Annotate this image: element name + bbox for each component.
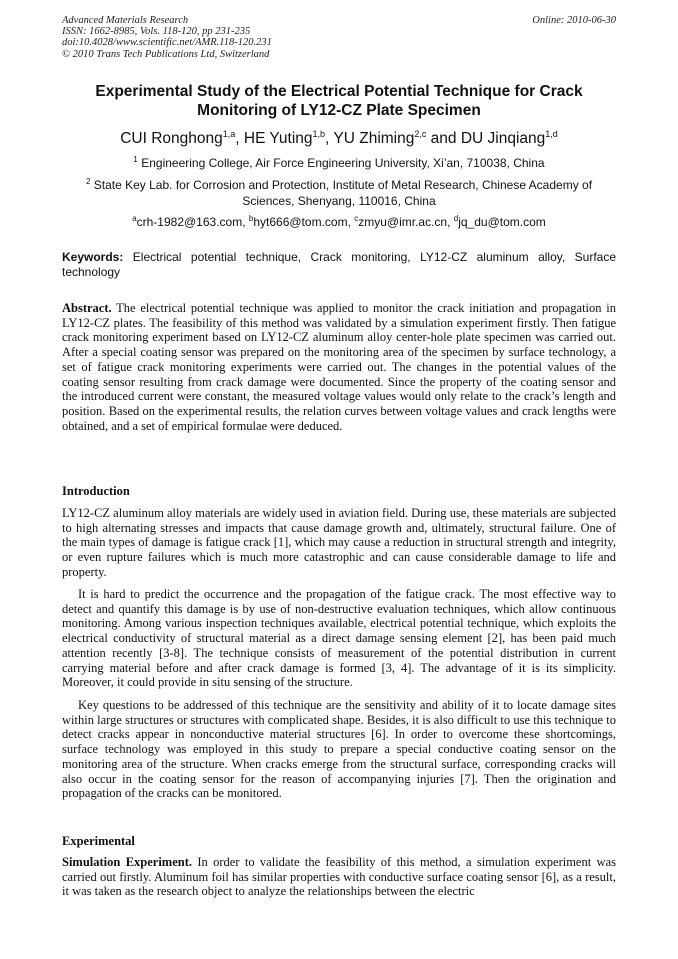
doi-line: doi:10.4028/www.scientific.net/AMR.118-120.231 xyxy=(62,37,272,49)
intro-paragraph-2: It is hard to predict the occurrence and the propagation of the fatigue crack. The most effective way to detect and quantify this damage is by use of non-destructive evaluation techniques, which allow continuous monitoring. Among various inspection techniques available, electrical potential technique, which exploits the electrical conductivity of structural material as a direct damage sensing element [2], has been paid much attention recently [3-8]. The technique consists of measurement of the potential distribution in current carrying material before and after crack damage is formed [3, 4]. The advantage of it is its simplicity. Moreover, it could provide in situ sensing of the structure. xyxy=(62,587,616,690)
keywords-label: Keywords: xyxy=(62,250,124,264)
email-address[interactable]: zmyu@imr.ac.cn xyxy=(358,215,448,229)
email-mark: d xyxy=(453,214,459,223)
email-separator: , xyxy=(447,215,454,229)
email-address[interactable]: jq_du@tom.com xyxy=(458,215,546,229)
affiliation-mark: 2 xyxy=(85,177,91,186)
subsection-label: Simulation Experiment. xyxy=(62,855,193,869)
author-name: HE Yuting xyxy=(243,130,313,147)
abstract-label: Abstract. xyxy=(62,301,112,315)
affiliation-1 xyxy=(62,156,616,172)
author-affiliation-mark: 2,c xyxy=(414,129,427,139)
copyright-line: © 2010 Trans Tech Publications Ltd, Switzerland xyxy=(62,48,270,60)
author-affiliation-mark: 1,d xyxy=(545,129,558,139)
author-affiliation-mark: 1,a xyxy=(222,129,236,139)
keywords-text: Electrical potential technique, Crack monitoring, LY12-CZ aluminum alloy, Surface technology xyxy=(62,250,616,279)
author-separator: , xyxy=(325,130,334,147)
author-name: YU Zhiming xyxy=(333,130,415,147)
author-separator: and xyxy=(426,130,461,147)
author-separator: , xyxy=(235,130,244,147)
issn-line: ISSN: 1662-8985, Vols. 118-120, pp 231-235 xyxy=(62,26,251,38)
online-date: Online: 2010-06-30 xyxy=(532,15,616,26)
email-mark: c xyxy=(354,214,359,223)
email-separator: , xyxy=(242,215,249,229)
journal-header xyxy=(62,15,616,60)
email-mark: b xyxy=(248,214,254,223)
section-heading-experimental: Experimental xyxy=(62,834,135,848)
journal-name: Advanced Materials Research xyxy=(62,15,189,26)
email-address[interactable]: crh-1982@163.com xyxy=(136,215,243,229)
email-list xyxy=(62,215,616,230)
intro-paragraph-1: LY12-CZ aluminum alloy materials are widely used in aviation field. During use, these materials are subjected to high alternating stresses and impacts that cause damage growth and, ultimately, structural failure. One of the main types of damage is fatigue crack [1], which may cause a reduction in structural strength and integrity, or even rupture failures which is much more catastrophic and can cause considerable damage to life and property. xyxy=(62,506,616,579)
author-name: DU Jinqiang xyxy=(460,130,546,147)
email-separator: , xyxy=(347,215,355,229)
affiliation-2 xyxy=(62,178,616,209)
intro-paragraph-3: Key questions to be addressed of this technique are the sensitivity and ability of it to locate damage sites within large structures or structures with complicated shape. Besides, it is also difficult to use this technique to detect cracks appear in nonconductive material structures [6]. In order to overcome these shortcomings, surface technology was employed in this study to prepare a special conductive coating sensor on the monitoring area of the structure. When cracks emerge from the structural surface, corresponding cracks will also occur in the coating sensor for the reason of accompanying injuries [7]. Then the origination and propagation of the cracks can be monitored. xyxy=(62,698,616,801)
experimental-paragraph xyxy=(62,855,616,899)
affiliation-text: Engineering College, Air Force Engineering University, Xi’an, 710038, China xyxy=(141,156,545,170)
author-affiliation-mark: 1,b xyxy=(312,129,326,139)
email-address[interactable]: hyt666@tom.com xyxy=(253,215,348,229)
abstract-paragraph xyxy=(62,301,616,433)
abstract-text: The electrical potential technique was applied to monitor the crack initiation and propagation in LY12-CZ plates. The feasibility of this method was validated by a simulation experiment firstly. Then fatigue crack monitoring experiment based on LY12-CZ aluminum alloy center-hole plate specimen was carried out. After a special coating sensor was prepared on the monitoring area of the specimen by surface technology, a set of fatigue crack monitoring experiments were carried out. The changes in the potential values of the coating sensor resulting from crack damage were documented. Since the property of the coating sensor and the introduced current were constant, the measured voltage values would only relate to the crack’s length and position. Based on the experimental results, the relation curves between voltage values and crack lengths were obtained, and a set of empirical formulae were deduced. xyxy=(62,301,616,433)
email-mark: a xyxy=(132,214,137,223)
affiliation-text: State Key Lab. for Corrosion and Protection, Institute of Metal Research, Chinese Academy of Sciences, Shenyang, 110016, China xyxy=(93,178,593,208)
affiliation-mark: 1 xyxy=(133,155,138,164)
paper-title: Experimental Study of the Electrical Potential Technique for Crack Monitoring of LY12-CZ Plate Specimen xyxy=(95,83,583,119)
section-heading-introduction: Introduction xyxy=(62,484,130,498)
author-list xyxy=(62,129,616,149)
keywords-block xyxy=(62,250,616,279)
author-name: CUI Ronghong xyxy=(120,130,223,147)
experimental-text: In order to validate the feasibility of this method, a simulation experiment was carried out firstly. Aluminum foil has similar properties with conductive surface coating sensor [6], as a result, it was taken as the research object to analyze the relationships between the electric xyxy=(62,855,616,899)
